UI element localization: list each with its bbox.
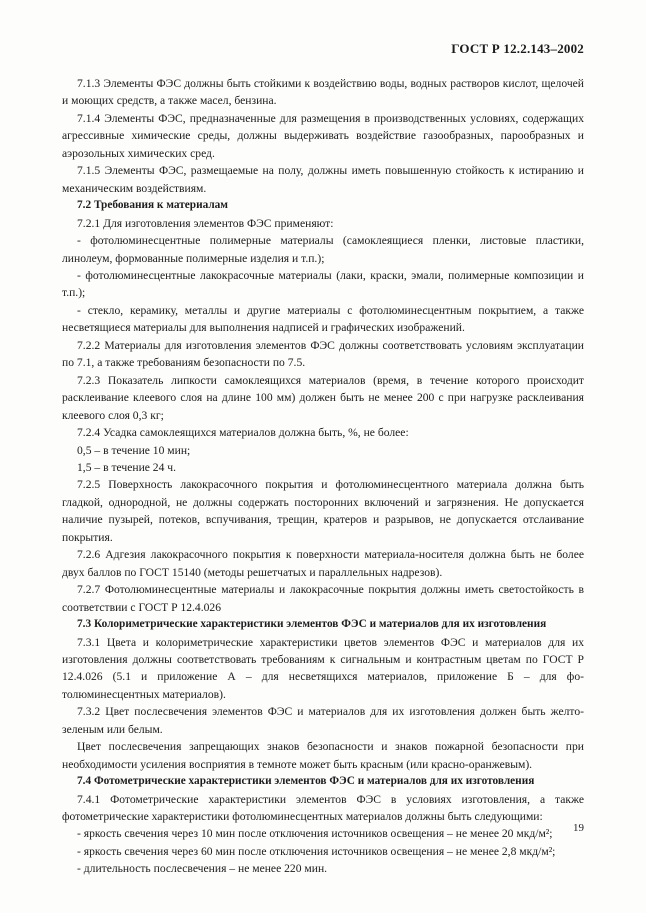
paragraph: 7.3.2 Цвет послесвечения элементов ФЭС и материалов для их изготовления должен быть желто-зеленым или белым. (62, 705, 584, 736)
paragraph: 7.2.1 Для изготовления элементов ФЭС применяют: (77, 216, 334, 230)
paragraph: 7.2.3 Показатель липкости самоклеящихся материалов (время, в течение которого происходит расклеивание клеевого слоя на длине 100 мм) должен быть не менее 200 с при нагрузке расклеивания клеевого слоя 0,3 кг; (62, 373, 584, 422)
paragraph: - длительность послесвечения – не менее 220 мин. (77, 862, 328, 876)
paragraph: 7.1.5 Элементы ФЭС, размещаемые на полу, должны иметь повышенную стойкость к истиранию и механическим воздействиям. (62, 164, 584, 195)
paragraph: 0,5 – в течение 10 мин; (77, 443, 191, 457)
section-heading: 7.3 Колориметрические характеристики элементов ФЭС и материалов для их изготовления (77, 618, 547, 631)
paragraph: - фотолюминесцентные лакокрасочные материалы (лаки, краски, эмали, полимерные композиции и т.п.); (62, 268, 584, 300)
paragraph: 7.2.2 Материалы для изготовления элементов ФЭС должны соответствовать условиям эксплуатации по 7.1, а также требованиям безопасности по 7.5. (62, 338, 584, 370)
paragraph: - яркость свечения через 60 мин после отключения источников освещения – не менее 2,8 мкд/м²; (77, 844, 556, 858)
paragraph: - фотолюминесцентные полимерные материалы (самоклеящиеся пленки, листовые пластики, линолеум, формованные полимерные изделия и т.п.); (62, 234, 584, 265)
paragraph: 7.1.3 Элементы ФЭС должны быть стойкими к воздействию воды, водных растворов кислот, щелочей и моющих средств, а также масел, бензина. (62, 77, 584, 108)
paragraph: 7.2.5 Поверхность лакокрасочного покрытия и фотолюминесцентного материала должна быть гладкой, однородной, не должны содержать посторонних включений и загрязнения. Не допускается наличие пузырей, потеков, вспучивания, трещин, кратеров и разрывов, не допускается отслаивание покрытия. (62, 478, 584, 544)
paragraph: 7.2.7 Фотолюминесцентные материалы и лакокрасочные покрытия должны иметь светостойкость в соответствии с ГОСТ Р 12.4.026 (62, 583, 584, 614)
page-number: 19 (573, 822, 584, 834)
paragraph: 1,5 – в течение 24 ч. (77, 460, 177, 474)
paragraph: 7.1.4 Элементы ФЭС, предназначенные для размещения в производственных условиях, содержащих агрессивные химические среды, должны выдерживать воздействие газообразных, парообразных и аэрозольных химических сред. (62, 111, 584, 160)
paragraph: 7.3.1 Цвета и колориметрические характеристики цветов элементов ФЭС и материалов для их изготовления должны соответствовать требованиям к сигнальным и контрастным цветам по ГОСТ Р 12.4.026 (5.1 и приложение А – для несветящихся материалов, приложение Б – для фотолюминесцентных материалов). (62, 635, 584, 701)
paragraph: 7.2.6 Адгезия лакокрасочного покрытия к поверхности материала-носителя должна быть не более двух баллов по ГОСТ 15140 (методы решетчатых и параллельных надрезов). (62, 548, 584, 579)
paragraph: Цвет послесвечения запрещающих знаков безопасности и знаков пожарной безопасности при необходимости усиления восприятия в темноте может быть красным (или красно-оранжевым). (62, 740, 584, 771)
paragraph: 7.4.1 Фотометрические характеристики элементов ФЭС в условиях изготовления, а также фотометрические характеристики фотолюминесцентных материалов должны быть следующими: (62, 792, 584, 824)
section-heading: 7.2 Требования к материалам (77, 199, 229, 212)
paragraph: 7.2.4 Усадка самоклеящихся материалов должна быть, %, не более: (77, 426, 409, 440)
section-heading: 7.4 Фотометрические характеристики элементов ФЭС и материалов для их изготовления (77, 775, 535, 788)
paragraph: - яркость свечения через 10 мин после отключения источников освещения – не менее 20 мкд/м²; (77, 827, 553, 841)
standard-header: ГОСТ Р 12.2.143–2002 (451, 41, 584, 56)
document-body (62, 75, 584, 878)
paragraph: - стекло, керамику, металлы и другие материалы с фотолюминесцентным покрытием, а также несветящиеся материалы для выполнения надписей и графических изображений. (62, 303, 584, 335)
